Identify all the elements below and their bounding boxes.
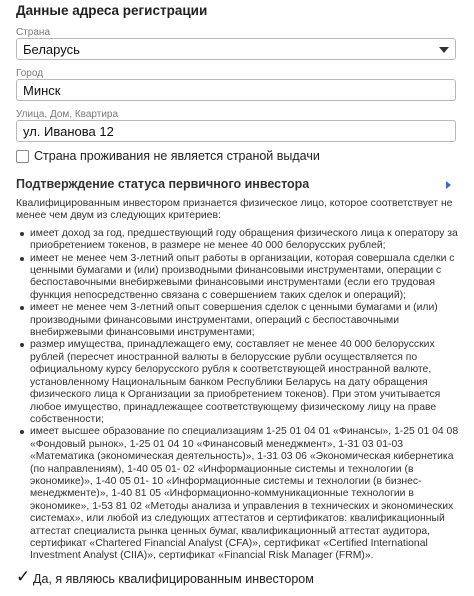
criteria-item: имеет не менее чем 3-летний опыт совершения сделок с ценными бумагами и (или) производными финансовыми инструментами, операций с беспоставочными внебиржевыми финансовыми инструментами; [16, 302, 462, 339]
qualified-investor-label: Да, я являюсь квалифицированным инвестором [33, 572, 314, 586]
section-title: Данные адреса регистрации [16, 3, 208, 18]
street-value: ул. Иванова 12 [23, 124, 114, 139]
bullet-icon [20, 306, 24, 310]
investor-intro: Квалифицированным инвестором признается физическое лицо, которое соответствует не менее чем двум из следующих критериев: [16, 198, 453, 222]
criteria-list [16, 228, 462, 563]
residence-checkbox-label: Страна проживания не является страной выдачи [34, 149, 320, 163]
bullet-icon [20, 343, 24, 347]
city-label: Город [16, 68, 44, 79]
residence-checkbox[interactable] [16, 150, 29, 163]
criteria-item: имеет доход за год, предшествующий году обращения физического лица к оператору за приобретением токенов, в размере не менее 40 000 белорусских рублей; [16, 228, 462, 253]
country-value: Беларусь [23, 42, 80, 57]
country-select[interactable] [16, 38, 456, 60]
expand-arrow-icon[interactable] [446, 181, 451, 189]
country-label: Страна [16, 27, 51, 38]
bullet-icon [20, 232, 24, 236]
street-input[interactable] [16, 120, 456, 142]
bullet-icon [20, 430, 24, 434]
street-label: Улица, Дом, Квартира [16, 109, 119, 120]
city-value: Минск [23, 83, 61, 98]
investor-section-title[interactable]: Подтверждение статуса первичного инвестора [16, 177, 310, 191]
city-input[interactable] [16, 79, 456, 101]
criteria-item: имеет высшее образование по специализациям 1-25 01 04 01 «Финансы», 1-25 01 04 08 «Фондовый рынок», 1-25 01 04 10 «Финансовый менеджмент», 1-31 03 01-03 «Математика (экономическая деятельность)», 1-31 03 06 «Экономическая кибернетика (по направлениям), 1-40 05 01- 02 «Информационные системы и технологии (в экономике)», 1-40 05 01- 10 «Информационные системы и технологии (в бизнес-менеджменте)», 1-40 81 05 «Информационно-коммуникационные технологии в экономике», 1-53 81 02 «Методы анализа и управления в технических и экономических системах», или любой из следующих аттестатов и сертификатов: квалификационный аттестат специалиста рынка ценных бумаг, квалификационный аттестат аудитора, сертификат «Chartered Financial Analyst (CFA)», сертификат «Certified International Investment Analyst (CIIA)», сертификат «Financial Risk Manager (FRM)». [16, 426, 462, 562]
criteria-item: имеет не менее чем 3-летний опыт работы в организации, которая совершала сделки с ценными бумагами и (или) производными финансовыми инструментами, операции с беспоставочными внебиржевыми финансовыми инструментами (если его трудовая функция непосредственно связана с совершением таких сделок и операций); [16, 253, 462, 303]
bullet-icon [20, 257, 24, 261]
checkmark-icon[interactable]: ✓ [16, 567, 31, 586]
dropdown-caret-icon [439, 47, 449, 53]
investor-criteria-text [16, 198, 462, 563]
criteria-item: размер имущества, принадлежащего ему, составляет не менее 40 000 белорусских рублей (пересчет иностранной валюты в белорусские рубли осуществляется по официальному курсу белорусского рубля к соответствующей иностранной валюте, установленному Национальным банком Республики Беларусь на дату обращения физического лица к Организации за приобретением токенов). При этом учитывается любое имущество, принадлежащее соответствующему физическому лицу на праве собственности; [16, 339, 462, 426]
